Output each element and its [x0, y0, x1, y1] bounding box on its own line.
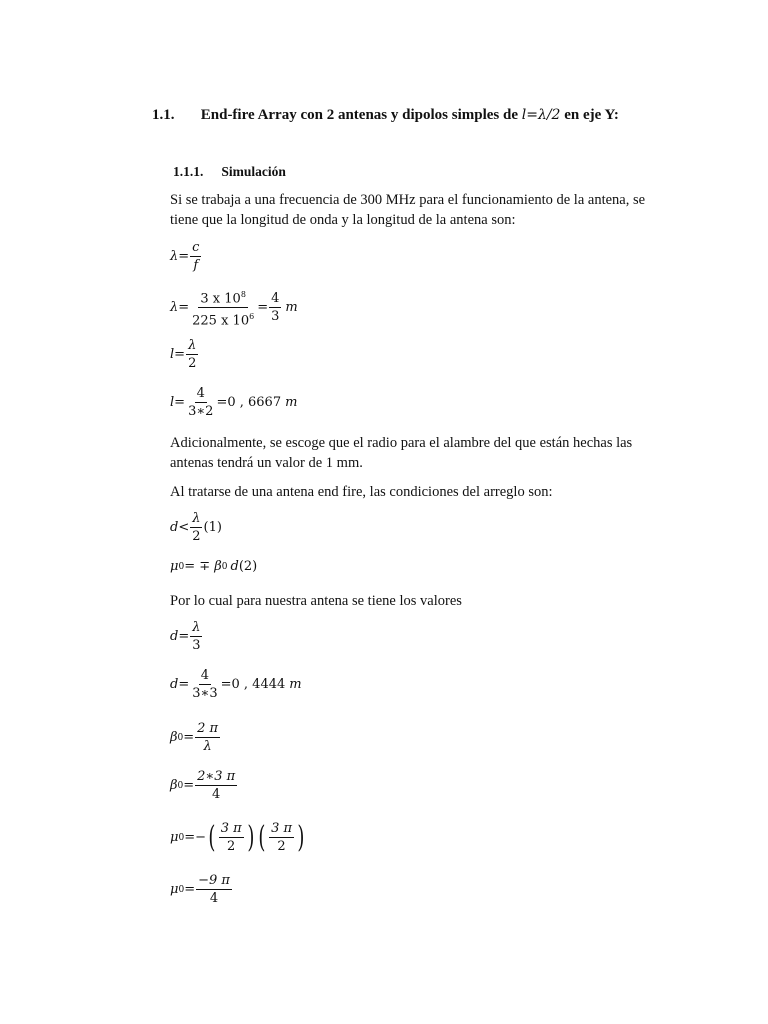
mu-symbol: μ: [170, 830, 179, 845]
equals-sign: =: [184, 882, 196, 897]
denominator: 3∗3: [192, 686, 218, 701]
denominator: 3∗2: [188, 404, 214, 419]
numerator: 4: [271, 291, 280, 307]
eq-lhs: d<: [170, 520, 190, 535]
equation-tag: (2): [238, 559, 258, 574]
equation-antenna-length-value: [170, 386, 297, 419]
variable: d: [230, 559, 239, 574]
eq-lhs: l=: [170, 347, 186, 362]
equation-phase-shift-value: [170, 873, 233, 906]
denominator: 4: [209, 891, 219, 906]
right-paren: ): [247, 819, 255, 855]
fraction: [186, 338, 198, 371]
eq-lhs: l=: [170, 395, 186, 410]
eq-rhs: =0 , 4444: [220, 677, 286, 692]
numerator: 4: [200, 668, 210, 683]
subscript: 0: [177, 780, 184, 791]
paragraph-conditions: Al tratarse de una antena end fire, las condiciones del arreglo son:: [170, 484, 553, 500]
section-number: 1.1.: [152, 107, 175, 123]
denominator: 2: [188, 356, 197, 371]
unit: m: [289, 677, 302, 692]
left-paren: (: [208, 819, 216, 855]
equation-tag: (1): [203, 520, 222, 535]
numerator: 2∗3 π: [197, 769, 236, 784]
equation-spacing-value: [170, 668, 302, 701]
equation-antenna-length: [170, 338, 199, 371]
denominator: 4: [212, 787, 221, 802]
subscript: 0: [178, 561, 185, 572]
left-paren: (: [258, 819, 266, 855]
subscript: 0: [178, 884, 185, 895]
subsection-title: Simulación: [221, 164, 286, 179]
fraction: [190, 240, 201, 273]
denominator: 3: [192, 638, 201, 653]
paragraph-intro: Si se trabaja a una frecuencia de 300 MHz para el funcionamiento de la antena, se tiene que la longitud de onda y la longitud de la antena son:: [170, 192, 646, 228]
equals-sign: =: [183, 778, 195, 793]
right-paren: ): [297, 819, 305, 855]
equals-sign: =: [257, 300, 269, 316]
fraction: [190, 287, 256, 329]
equation-wavelength-value: [170, 287, 298, 329]
eq-middle: = ∓ β: [184, 559, 222, 574]
fraction: [186, 386, 215, 419]
numerator: λ: [192, 511, 201, 526]
numerator: λ: [188, 338, 197, 353]
denominator: 2: [192, 529, 201, 544]
paragraph-wire-radius: Adicionalmente, se escoge que el radio para el alambre del que están hechas las antenas tendrá un valor de 1 mm.: [170, 435, 633, 471]
eq-rhs: =0 , 6667: [216, 395, 282, 410]
equation-wavelength: [170, 240, 202, 273]
section-title-suffix: en eje Y:: [564, 107, 619, 123]
numerator: λ: [192, 620, 201, 635]
subscript: 0: [221, 561, 228, 572]
exponent: 8: [240, 290, 246, 299]
numerator: c: [192, 240, 200, 255]
equation-condition-2: [170, 559, 257, 574]
fraction: [190, 668, 219, 701]
equals-sign: =: [183, 730, 195, 745]
equation-phase-constant: [170, 721, 221, 754]
mu-symbol: μ: [170, 559, 179, 574]
fraction: [190, 620, 202, 653]
denominator: f: [193, 258, 199, 273]
equation-phase-constant-value: [170, 769, 238, 802]
fraction: [195, 769, 237, 802]
numerator: 2 π: [197, 721, 219, 736]
numerator: −9 π: [198, 873, 230, 888]
equation-phase-shift: [170, 821, 307, 854]
fraction: [196, 873, 232, 906]
eq-lhs: d=: [170, 629, 190, 644]
exponent: 6: [249, 312, 255, 322]
equation-spacing: [170, 620, 204, 653]
subscript: 0: [178, 832, 185, 843]
section-heading: [152, 107, 619, 124]
eq-lhs: λ=: [170, 249, 190, 264]
mu-symbol: μ: [170, 882, 179, 897]
denominator: 2: [227, 839, 236, 854]
numerator: 4: [196, 386, 205, 401]
subsection-number: 1.1.1.: [173, 164, 204, 179]
equals-minus: =−: [184, 830, 206, 845]
section-title-math: l=λ/2: [521, 107, 561, 123]
beta-symbol: β: [170, 778, 178, 793]
paragraph-values: Por lo cual para nuestra antena se tiene los valores: [170, 593, 462, 609]
fraction: [219, 821, 244, 854]
section-title: End-fire Array con 2 antenas y dipolos simples de: [200, 107, 518, 123]
subscript: 0: [177, 732, 184, 743]
denominator: 2: [277, 839, 286, 854]
fraction: [269, 291, 281, 324]
beta-symbol: β: [170, 730, 178, 745]
eq-lhs: d=: [170, 677, 190, 692]
subsection-heading: [173, 164, 286, 180]
equation-condition-1: [170, 511, 222, 544]
unit: m: [285, 395, 298, 410]
numerator: 3 π: [220, 821, 242, 836]
unit: m: [285, 300, 298, 316]
fraction: [195, 721, 220, 754]
fraction: [190, 511, 202, 544]
eq-lhs: λ=: [170, 300, 190, 316]
denominator: 3: [271, 309, 280, 325]
fraction: [269, 821, 294, 854]
denominator: λ: [203, 739, 212, 754]
denominator: 225 x 10: [192, 313, 250, 329]
numerator: 3 π: [271, 821, 293, 836]
numerator: 3 x 10: [200, 291, 241, 307]
